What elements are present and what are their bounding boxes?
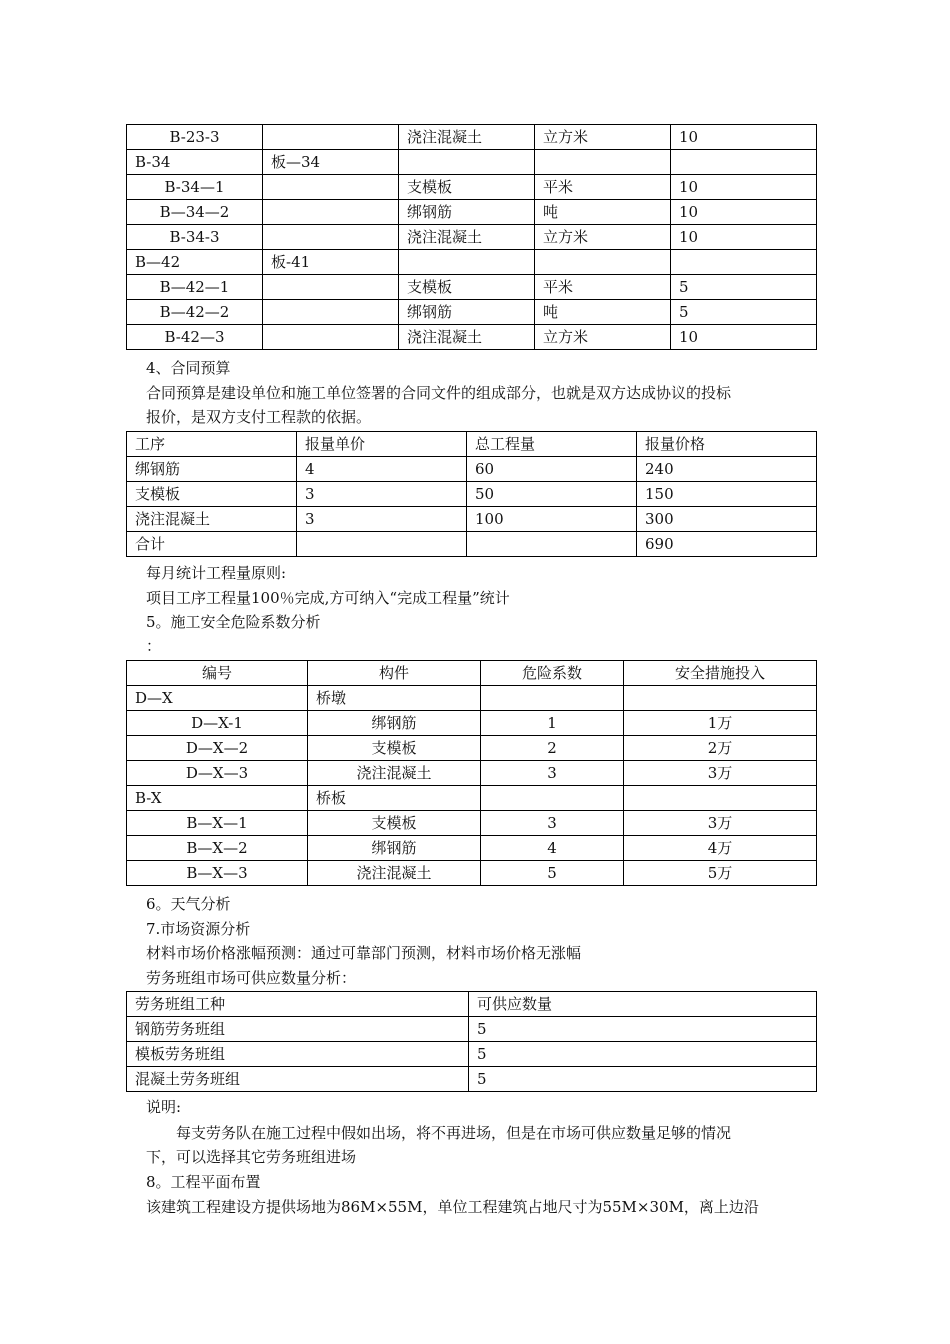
table-cell: B—42—1 <box>127 275 263 300</box>
table-cell: 桥板 <box>308 786 481 811</box>
table-cell <box>263 275 399 300</box>
paragraph-line: 每月统计工程量原则: <box>146 564 287 582</box>
table-cell: B-42—3 <box>127 325 263 350</box>
table-cell <box>263 225 399 250</box>
note-label: 说明: <box>146 1098 182 1116</box>
labor-supply-table <box>126 991 817 1092</box>
table-cell: B-23-3 <box>127 125 263 150</box>
table-cell: 3万 <box>624 811 817 836</box>
table-cell: 240 <box>637 457 817 482</box>
table-cell: 50 <box>467 482 637 507</box>
table-cell: 10 <box>671 175 817 200</box>
table-cell: 浇注混凝土 <box>399 325 535 350</box>
table-row <box>127 225 817 250</box>
table-cell: 支模板 <box>127 482 297 507</box>
table-cell <box>263 175 399 200</box>
table-cell: 4万 <box>624 836 817 861</box>
table-cell <box>671 150 817 175</box>
table-cell: 平米 <box>535 175 671 200</box>
table-row <box>127 836 817 861</box>
table-cell: 支模板 <box>399 175 535 200</box>
table-cell: 2 <box>481 736 624 761</box>
table-row <box>127 150 817 175</box>
table-cell: 钢筋劳务班组 <box>127 1017 469 1042</box>
table-cell: 立方米 <box>535 225 671 250</box>
table-cell <box>535 150 671 175</box>
paragraph-line: 报价，是双方支付工程款的依据。 <box>146 408 372 426</box>
table-cell: 立方米 <box>535 125 671 150</box>
table-cell <box>263 325 399 350</box>
section-heading: 7.市场资源分析 <box>146 920 251 938</box>
table-cell: 板—34 <box>263 150 399 175</box>
table-cell: 吨 <box>535 200 671 225</box>
table-cell: B-34—1 <box>127 175 263 200</box>
table-cell: D—X—3 <box>127 761 308 786</box>
table-cell: 5 <box>671 275 817 300</box>
table-row <box>127 457 817 482</box>
table-cell: 绑钢筋 <box>399 200 535 225</box>
table-cell: 1万 <box>624 711 817 736</box>
column-header: 报量单价 <box>297 432 467 457</box>
table-cell: 支模板 <box>399 275 535 300</box>
table-cell: 300 <box>637 507 817 532</box>
table-cell <box>263 200 399 225</box>
section-heading: 5。施工安全危险系数分析 <box>146 613 321 631</box>
table-cell <box>624 686 817 711</box>
table-cell: 5 <box>481 861 624 886</box>
table-cell: 5 <box>469 1067 817 1092</box>
table-cell: 100 <box>467 507 637 532</box>
paragraph-line: 劳务班组市场可供应数量分析： <box>146 969 357 987</box>
table-header-row <box>127 992 817 1017</box>
table-header-row <box>127 432 817 457</box>
table-cell: B—34—2 <box>127 200 263 225</box>
table-cell: B—X—2 <box>127 836 308 861</box>
section-heading: 8。工程平面布置 <box>146 1173 261 1191</box>
table-cell: 4 <box>481 836 624 861</box>
table-cell: 2万 <box>624 736 817 761</box>
paragraph-line: 每支劳务队在施工过程中假如出场，将不再进场，但是在市场可供应数量足够的情况 <box>176 1124 732 1142</box>
section-heading: 6。天气分析 <box>146 895 231 913</box>
table-cell <box>624 786 817 811</box>
table-cell: 支模板 <box>308 736 481 761</box>
table-cell: 10 <box>671 125 817 150</box>
table-row <box>127 532 817 557</box>
work-item-table <box>126 124 817 350</box>
column-header: 构件 <box>308 661 481 686</box>
paragraph-line: 材料市场价格涨幅预测：通过可靠部门预测，材料市场价格无涨幅 <box>146 944 582 962</box>
table-cell: 混凝土劳务班组 <box>127 1067 469 1092</box>
table-cell: 3万 <box>624 761 817 786</box>
table-row <box>127 861 817 886</box>
table-cell: 690 <box>637 532 817 557</box>
table-cell: 吨 <box>535 300 671 325</box>
table-row <box>127 125 817 150</box>
table-cell: B-34 <box>127 150 263 175</box>
column-header: 总工程量 <box>467 432 637 457</box>
table-cell: 绑钢筋 <box>399 300 535 325</box>
table-cell: D—X-1 <box>127 711 308 736</box>
colon-text: ： <box>146 637 162 655</box>
column-header: 危险系数 <box>481 661 624 686</box>
table-cell <box>263 300 399 325</box>
table-cell: 4 <box>297 457 467 482</box>
table-cell: B—X—3 <box>127 861 308 886</box>
table-cell: 10 <box>671 200 817 225</box>
table-cell: 3 <box>481 811 624 836</box>
table-row <box>127 1017 817 1042</box>
table-header-row <box>127 661 817 686</box>
table-cell <box>399 250 535 275</box>
table-row <box>127 200 817 225</box>
table-cell: 5 <box>469 1042 817 1067</box>
column-header: 劳务班组工种 <box>127 992 469 1017</box>
table-cell: 5万 <box>624 861 817 886</box>
table-cell: 绑钢筋 <box>308 836 481 861</box>
table-row <box>127 507 817 532</box>
column-header: 编号 <box>127 661 308 686</box>
table-row <box>127 175 817 200</box>
table-row <box>127 1067 817 1092</box>
table-cell <box>481 686 624 711</box>
column-header: 报量价格 <box>637 432 817 457</box>
table-cell: 3 <box>297 507 467 532</box>
table-cell: 绑钢筋 <box>308 711 481 736</box>
safety-risk-table <box>126 660 817 886</box>
table-cell: D—X—2 <box>127 736 308 761</box>
table-row <box>127 711 817 736</box>
table-row <box>127 1042 817 1067</box>
table-cell: 3 <box>297 482 467 507</box>
paragraph-line: 项目工序工程量100％完成,方可纳入“完成工程量”统计 <box>146 589 510 607</box>
table-row <box>127 786 817 811</box>
table-cell: 绑钢筋 <box>127 457 297 482</box>
table-cell: 浇注混凝土 <box>308 761 481 786</box>
table-row <box>127 325 817 350</box>
paragraph-line: 下，可以选择其它劳务班组进场 <box>146 1148 357 1166</box>
paragraph-line: 合同预算是建设单位和施工单位签署的合同文件的组成部分，也就是双方达成协议的投标 <box>146 384 732 402</box>
table-cell <box>263 125 399 150</box>
table-cell: 1 <box>481 711 624 736</box>
table-cell <box>297 532 467 557</box>
table-cell: B-34-3 <box>127 225 263 250</box>
table-cell <box>671 250 817 275</box>
table-cell: 板-41 <box>263 250 399 275</box>
table-cell: 10 <box>671 225 817 250</box>
table-row <box>127 736 817 761</box>
table-cell: 模板劳务班组 <box>127 1042 469 1067</box>
table-cell: B—X—1 <box>127 811 308 836</box>
table-cell: 10 <box>671 325 817 350</box>
table-cell: 浇注混凝土 <box>308 861 481 886</box>
table-cell: B—42—2 <box>127 300 263 325</box>
table-cell <box>399 150 535 175</box>
table-row <box>127 250 817 275</box>
table-row <box>127 482 817 507</box>
table-cell: 浇注混凝土 <box>399 225 535 250</box>
table-row <box>127 761 817 786</box>
table-cell: B—42 <box>127 250 263 275</box>
table-cell <box>535 250 671 275</box>
table-cell: 平米 <box>535 275 671 300</box>
column-header: 可供应数量 <box>469 992 817 1017</box>
table-row <box>127 300 817 325</box>
table-cell <box>467 532 637 557</box>
table-cell <box>481 786 624 811</box>
table-cell: B-X <box>127 786 308 811</box>
table-cell: 60 <box>467 457 637 482</box>
table-row <box>127 811 817 836</box>
table-cell: 5 <box>469 1017 817 1042</box>
table-cell: 桥墩 <box>308 686 481 711</box>
table-cell: D—X <box>127 686 308 711</box>
column-header: 工序 <box>127 432 297 457</box>
section-heading: 4、合同预算 <box>146 359 231 377</box>
table-cell: 支模板 <box>308 811 481 836</box>
table-row <box>127 686 817 711</box>
table-cell: 3 <box>481 761 624 786</box>
table-cell: 浇注混凝土 <box>127 507 297 532</box>
table-row <box>127 275 817 300</box>
table-cell: 5 <box>671 300 817 325</box>
paragraph-line: 该建筑工程建设方提供场地为86M×55M，单位工程建筑占地尺寸为55M×30M，离上边沿 <box>146 1198 759 1216</box>
contract-budget-table <box>126 431 817 557</box>
column-header: 安全措施投入 <box>624 661 817 686</box>
table-cell: 合计 <box>127 532 297 557</box>
table-cell: 150 <box>637 482 817 507</box>
table-cell: 立方米 <box>535 325 671 350</box>
table-cell: 浇注混凝土 <box>399 125 535 150</box>
